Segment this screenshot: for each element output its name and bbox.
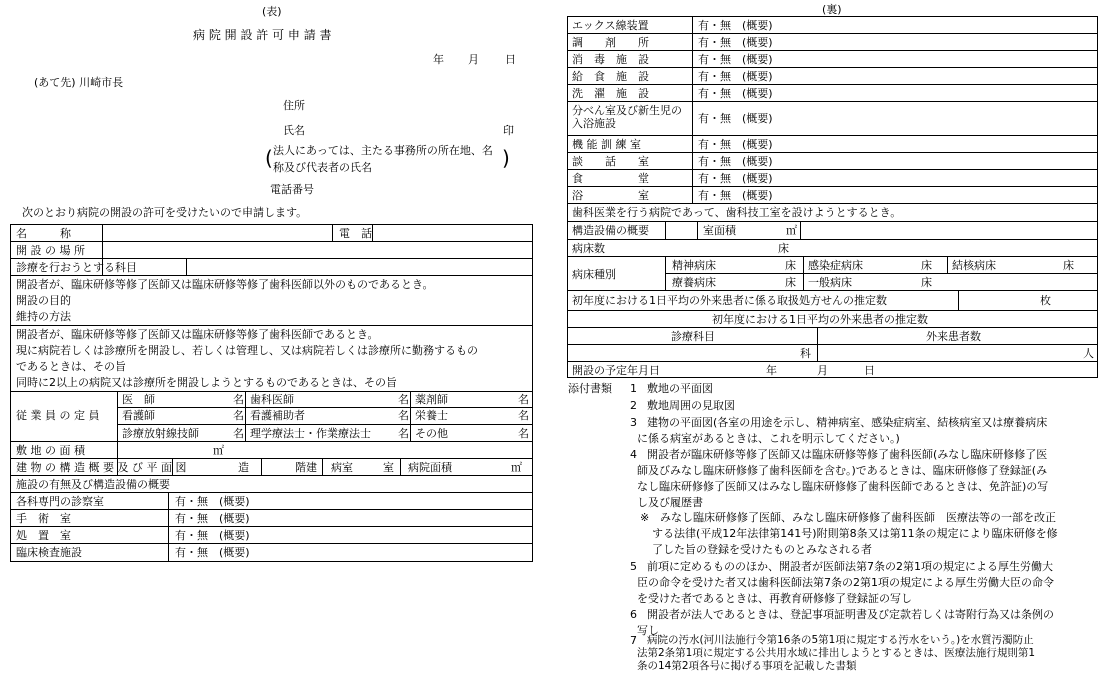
attachment-number: 4 [630,448,637,461]
staff-unit: 名 [518,393,529,406]
back-facility-value: 有・無 (概要) [698,112,773,125]
date-year-label: 年 [433,53,444,66]
structure-label: 構造設備の概要 [572,224,649,237]
staff-unit: 名 [398,409,409,422]
staff-label: 従 業 員 の 定 員 [16,409,100,422]
staff-therapist: 理学療法士・作業療法士 [250,427,371,440]
bed-unit: 床 [921,259,932,272]
staff-unit: 名 [398,393,409,406]
maintenance-label: 維持の方法 [16,310,71,323]
staff-nurse: 看護師 [122,409,155,422]
attachment-text: 開設者が臨床研修等修了医師又は臨床研修等修了歯科医師(みなし臨床研修修了医 [647,448,1048,461]
bed-count-label: 病床数 [572,242,605,255]
bed-count-unit: 床 [778,242,789,255]
dept-unit: 科 [800,347,811,360]
back-facility-label: 談 話 室 [572,155,649,168]
hospital-area-unit: ㎡ [511,461,522,474]
name-field[interactable] [103,225,332,241]
front-side-label: (表) [262,5,282,18]
facility-label: 手 術 室 [16,512,71,525]
attachment-text: 写し [637,624,659,637]
back-facility-label: 機 能 訓 練 室 [572,138,641,151]
attachment-text: に係る病室があるときは、これを明示してください。) [637,432,900,445]
outpatients-header: 初年度における1日平均の外来患者の推定数 [712,313,928,326]
attachment-text: 法第2条第1項に規定する公共用水域に排出しようとするときは、医療法施行規則第1 [637,647,1036,659]
back-facility-label: 食 堂 [572,172,649,185]
back-facility-value: 有・無 (概要) [698,70,773,83]
staff-dentist: 歯科医師 [250,393,294,406]
back-facility-value: 有・無 (概要) [698,53,773,66]
bed-unit: 床 [1063,259,1074,272]
staff-radiology: 診療放射線技師 [122,427,199,440]
facility-label: 各科専門の診察室 [16,495,104,508]
open-date-year: 年 [766,364,777,377]
attachment-text: 臣の命令を受けた者又は歯科医師法第7条の2第1項の規定による厚生労働大臣の命令 [637,576,1054,589]
attachments-title: 添付書類 [568,382,612,395]
back-facility-value: 有・無 (概要) [698,138,773,151]
facility-value: 有・無 (概要) [175,512,250,525]
facility-value: 有・無 (概要) [175,546,250,559]
attachment-number: 6 [630,608,637,621]
attachment-number: 3 [630,416,637,429]
attachment-number: 2 [630,399,637,412]
attachment-text: 建物の平面図(各室の用途を示し、精神病室、感染症病室、結核病室又は療養病床 [647,416,1048,429]
purpose-label: 開設の目的 [16,294,71,307]
facilities-header: 施設の有無及び構造設備の概要 [16,478,170,491]
staff-unit: 名 [233,409,244,422]
phone-field[interactable] [373,225,532,241]
hospital-area-label: 病院面積 [408,461,452,474]
open-date-label: 開設の予定年月日 [572,364,660,377]
facility-value: 有・無 (概要) [175,495,250,508]
date-month-label: 月 [468,53,479,66]
bed-unit: 床 [785,259,796,272]
building-rooms: 病室 [331,461,353,474]
back-facility-value: 有・無 (概要) [698,36,773,49]
staff-doctor: 医 師 [122,393,155,406]
staff-unit: 名 [518,427,529,440]
back-facility-value: 有・無 (概要) [698,87,773,100]
bed-types-label: 病床種別 [572,268,616,281]
staff-nurse-aide: 看護補助者 [250,409,305,422]
doctor-header: 開設者が、臨床研修等修了医師又は臨床研修等修了歯科医師であるとき。 [16,328,379,341]
doctor-text-3: 同時に2以上の病院又は診療所を開設しようとするものであるときは、その旨 [16,376,397,389]
staff-unit: 名 [233,427,244,440]
staff-pharmacist: 薬剤師 [415,393,448,406]
staff-unit: 名 [518,409,529,422]
dept-column-header: 診療科目 [671,330,715,343]
attachment-number: 5 [630,560,637,573]
prescriptions-unit: 枚 [1040,294,1051,307]
left-bracket: ( [265,146,273,170]
staff-nutritionist: 栄養士 [415,409,448,422]
back-facility-value: 有・無 (概要) [698,19,773,32]
attachment-text: を受けた者であるときは、再教育研修修了登録証の写し [637,592,912,605]
right-bracket: ) [502,146,510,170]
bed-kind-recuperation: 療養病床 [672,276,716,289]
back-facility-label: エックス線装置 [572,19,649,32]
back-facility-label: 浴 室 [572,189,649,202]
back-facility-value: 有・無 (概要) [698,155,773,168]
dental-note: 歯科医業を行う病院であって、歯科技工室を設けようとするとき。 [572,206,902,219]
site-area-unit: ㎡ [213,444,224,457]
attachment-text: 敷地の平面図 [647,382,713,395]
open-date-day: 日 [864,364,875,377]
address-label: 住所 [283,99,305,112]
attachment-note-mark: ※ [640,511,650,524]
site-area-label: 敷 地 の 面 積 [16,444,85,457]
facility-value: 有・無 (概要) [175,529,250,542]
back-facility-value: 有・無 (概要) [698,189,773,202]
applicant-name-label: 氏名 [283,124,305,137]
intro-text: 次のとおり病院の開設の許可を受けたいので申請します。 [22,206,308,219]
facility-label: 処 置 室 [16,529,71,542]
doctor-text-1: 現に病院若しくは診療所を開設し、若しくは管理し、又は病院若しくは診療所に勤務するもの [16,344,478,357]
building-floors: 階建 [295,461,317,474]
corp-note-line2: 称及び代表者の氏名 [273,161,372,174]
attachment-number: 1 [630,382,637,395]
bed-kind-psychiatric: 精神病床 [672,259,716,272]
location-label: 開 設 の 場 所 [16,244,85,257]
purpose-header: 開設者が、臨床研修等修了医師又は臨床研修等修了歯科医師以外のものであるとき。 [16,278,434,291]
addressee: (あて先) 川崎市長 [34,76,124,89]
staff-unit: 名 [398,427,409,440]
back-facility-label: 分べん室及び新生児の入浴施設 [572,104,682,131]
building-structure: 造 [238,461,249,474]
attachment-text: 開設者が法人であるときは、登記事項証明書及び定款若しくは寄附行為又は条例の [647,608,1054,621]
building-room-unit: 室 [383,461,394,474]
attachment-text: みなし臨床研修修了医師、みなし臨床研修修了歯科医師 医療法等の一部を改正 [660,511,1056,524]
back-side-label: (裏) [822,3,842,16]
open-date-month: 月 [817,364,828,377]
bed-kind-infectious: 感染症病床 [808,259,863,272]
phone-label: 電 話 [339,227,372,240]
doctor-text-2: であるときは、その旨 [16,360,126,373]
building-label: 建 物 の 構 造 概 要 及 び 平 面 図 [16,461,187,474]
corp-note-line1: 法人にあっては、主たる事務所の所在地、名 [273,144,493,157]
attachment-text: 敷地周囲の見取図 [647,399,735,412]
attachment-text: 病院の汚水(河川法施行令第16条の5第1項に規定する汚水をいう。)を水質汚濁防止 [647,634,1034,646]
location-field[interactable] [103,242,532,258]
back-facility-label: 給 食 施 設 [572,70,649,83]
attachment-text: する法律(平成12年法律第141号)附則第8条又は第11条の規定により臨床研修を修 [652,527,1058,540]
room-area-unit: ㎡ [786,224,797,237]
attachment-text: 条の14第2項各号に掲げる事項を記載した書類 [637,660,857,672]
seal-mark: 印 [503,124,514,137]
attachment-text: 前項に定めるもののほか、開設者が医師法第7条の2第1項の規定による厚生労働大 [647,560,1053,573]
back-facility-value: 有・無 (概要) [698,172,773,185]
bed-unit: 床 [921,276,932,289]
phone-number-label: 電話番号 [270,183,314,196]
room-area-label: 室面積 [703,224,736,237]
bed-kind-tuberculosis: 結核病床 [952,259,996,272]
outpatients-column-header: 外来患者数 [926,330,981,343]
person-unit: 人 [1083,347,1094,360]
staff-other: その他 [415,427,448,440]
attachment-text: 師及びみなし臨床研修修了歯科医師を含む。)であるときは、臨床研修修了登録証(み [637,464,1048,477]
facility-label: 臨床検査施設 [16,546,82,559]
bed-kind-general: 一般病床 [808,276,852,289]
form-title: 病 院 開 設 許 可 申 請 書 [193,28,332,42]
attachment-text: なし臨床研修修了医師又はみなし臨床研修修了歯科医師であるときは、免許証)の写 [637,480,1049,493]
back-facility-label: 洗 濯 施 設 [572,87,649,100]
back-facility-label: 消 毒 施 設 [572,53,649,66]
attachment-text: し及び履歴書 [637,496,703,509]
prescriptions-label: 初年度における1日平均の外来患者に係る取扱処方せんの推定数 [572,294,887,307]
back-facility-label: 調 剤 所 [572,36,649,49]
staff-unit: 名 [233,393,244,406]
bed-unit: 床 [785,276,796,289]
attachment-text: 了した旨の登録を受けたものとみなされる者 [652,543,872,556]
name-label: 名 称 [16,227,71,240]
subjects-label: 診療を行おうとする科目 [16,261,137,274]
date-day-label: 日 [505,53,516,66]
attachment-number: 7 [630,634,637,647]
subjects-field[interactable] [187,259,532,275]
